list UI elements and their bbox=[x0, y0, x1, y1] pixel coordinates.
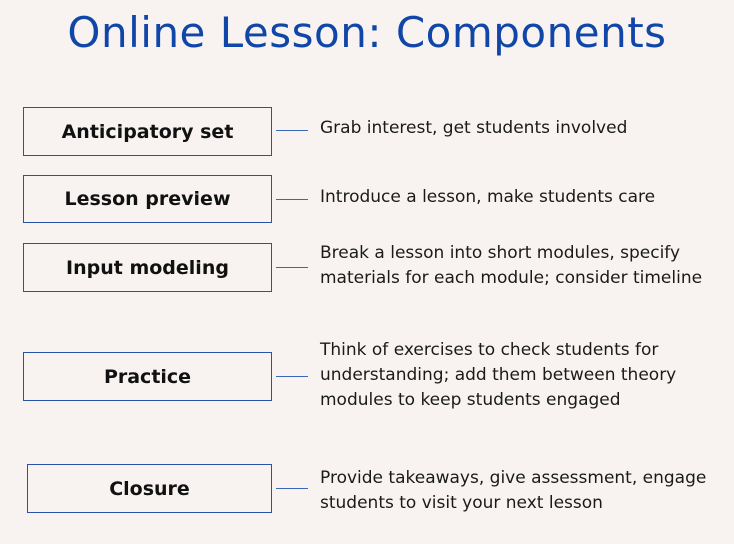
description-line: Grab interest, get students involved bbox=[320, 118, 628, 138]
page-title: Online Lesson: Components bbox=[67, 8, 667, 57]
connector-line bbox=[276, 488, 308, 489]
component-label: Lesson preview bbox=[64, 188, 231, 210]
component-box-lesson-preview bbox=[23, 175, 272, 223]
component-description bbox=[320, 466, 706, 516]
description-line: students to visit your next lesson bbox=[320, 493, 603, 513]
component-label: Practice bbox=[103, 365, 192, 388]
component-description bbox=[320, 241, 702, 291]
connector-line bbox=[276, 199, 308, 200]
connector-line bbox=[276, 376, 308, 377]
description-line: Break a lesson into short modules, specify bbox=[320, 243, 681, 263]
description-line: understanding; add them between theory bbox=[320, 365, 677, 385]
description-line: Introduce a lesson, make students care bbox=[320, 187, 656, 207]
component-label: Anticipatory set bbox=[61, 120, 234, 143]
component-description bbox=[320, 116, 627, 141]
component-description bbox=[320, 338, 676, 413]
component-box-closure bbox=[27, 464, 272, 513]
component-description bbox=[320, 185, 655, 210]
description-line: Provide takeaways, give assessment, engage bbox=[320, 468, 707, 488]
connector-line bbox=[276, 267, 308, 268]
component-label: Closure bbox=[109, 477, 190, 500]
component-box-input-modeling bbox=[23, 243, 272, 292]
description-line: materials for each module; consider timeline bbox=[320, 268, 703, 288]
component-label: Input modeling bbox=[66, 256, 229, 279]
description-line: Think of exercises to check students for bbox=[320, 340, 659, 360]
component-box-practice bbox=[23, 352, 272, 401]
component-box-anticipatory-set bbox=[23, 107, 272, 156]
description-line: modules to keep students engaged bbox=[320, 390, 621, 410]
connector-line bbox=[276, 130, 308, 131]
